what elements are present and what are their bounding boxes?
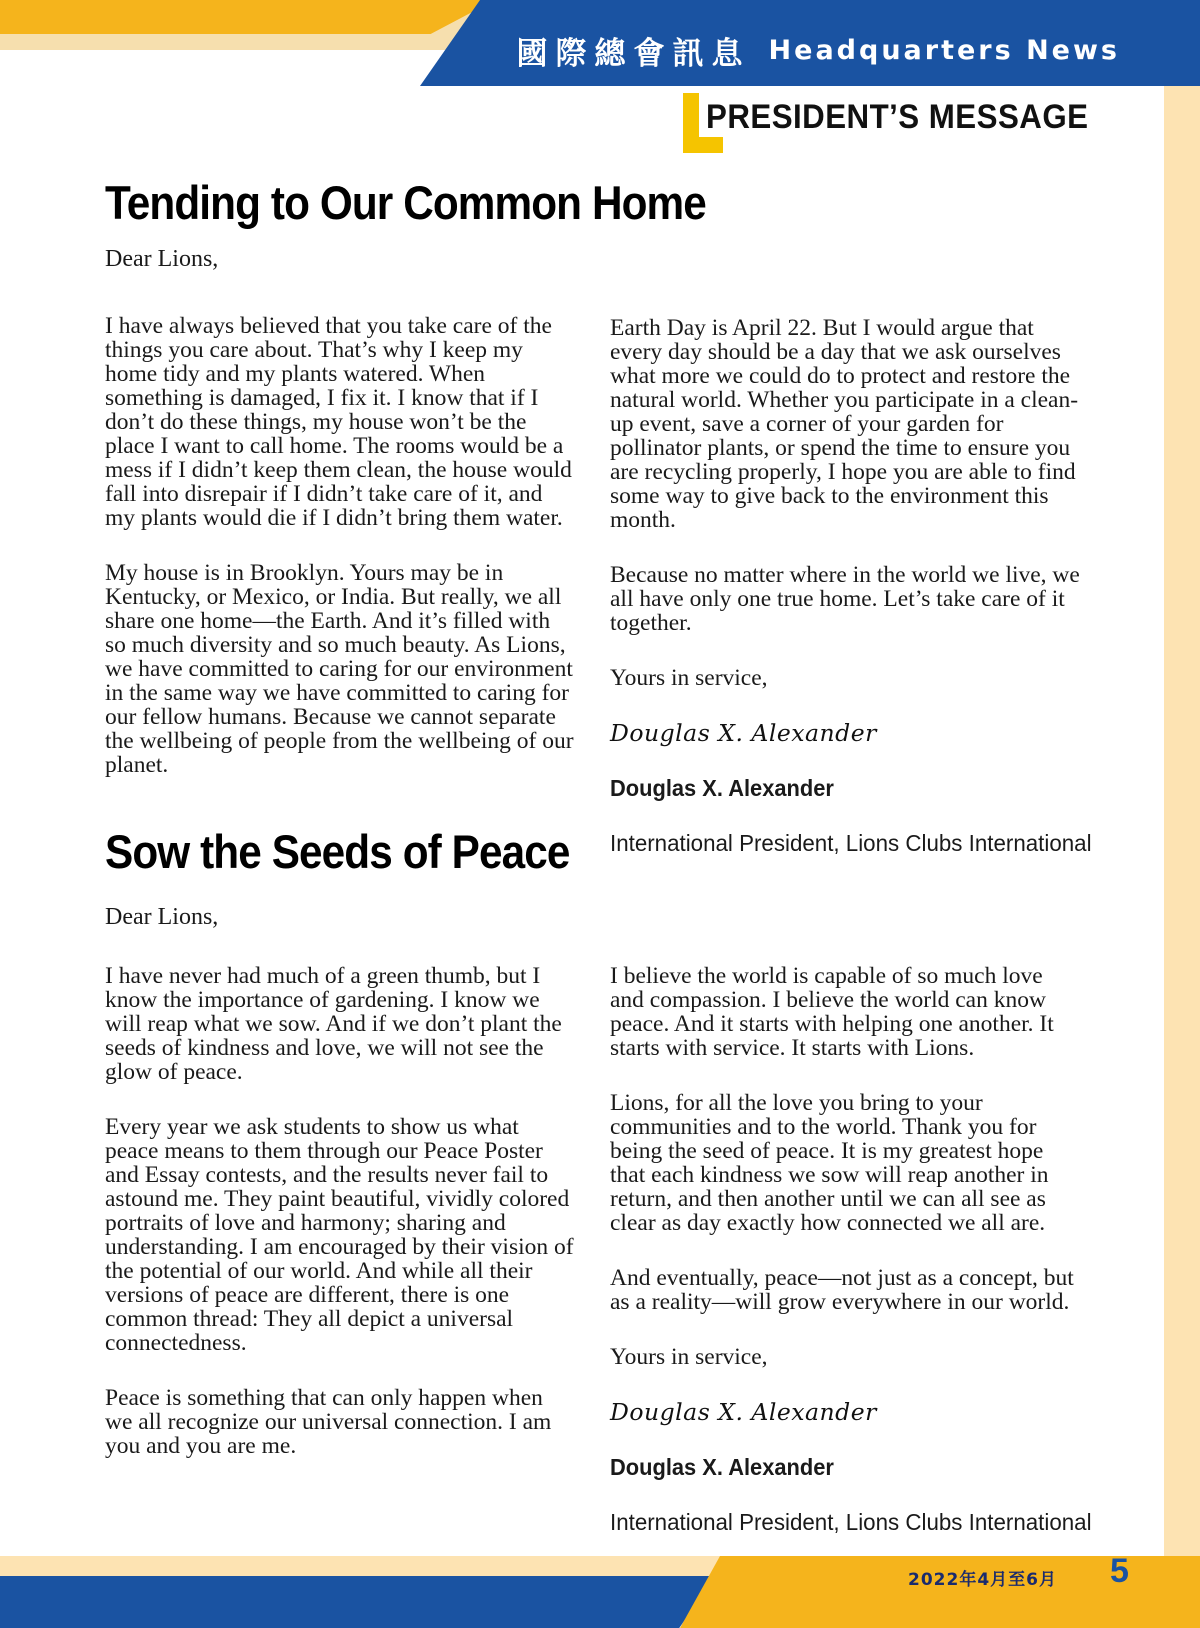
- paragraph: My house is in Brooklyn. Yours may be in Kentucky, or Mexico, or India. But really, we all share one home—the Earth. And it’s filled with so much diversity and so much beauty. As Lions, we have committed to caring for our environment in the same way we have committed to caring for our fellow humans. Because we cannot separate the wellbeing of people from the wellbeing of our planet.: [105, 560, 574, 778]
- issue-date: 2022年4月至6月: [908, 1570, 1057, 1590]
- article1-left-column: [105, 314, 575, 808]
- paragraph: Earth Day is April 22. But I would argue that every day should be a day that we ask ourselves what more we could do to protect and restore the natural world. Whether you participate in a clean-up event, save a corner of your garden for pollinator plants, or spend the time to ensure you are recycling properly, I hope you are able to find some way to give back to the environment this month.: [610, 315, 1079, 533]
- signer-name: Douglas X. Alexander: [610, 775, 834, 801]
- article2-left-column: [105, 964, 575, 1489]
- article-title: Tending to Our Common Home: [105, 176, 706, 229]
- salutation: Dear Lions,: [105, 246, 219, 272]
- salutation: Dear Lions,: [105, 904, 219, 930]
- article2-right-column: [610, 963, 1092, 1565]
- paragraph: I have always believed that you take care of the things you care about. That’s why I keep my home tidy and my plants watered. When something is damaged, I fix it. I know that if I don’t do these things, my house won’t be the place I want to call home. The rooms would be a mess if I didn’t keep them clean, the house would fall into disrepair if I didn’t take care of it, and my plants would die if I didn’t bring them water.: [105, 313, 572, 531]
- signer-name: Douglas X. Alexander: [610, 1454, 834, 1480]
- paragraph: Every year we ask students to show us what peace means to them through our Peace Poster and Essay contests, and the results never fail to astound me. They paint beautiful, vividly colored portraits of love and harmony; sharing and understanding. I am encouraged by their vision of the potential of our world. And while all their versions of peace are different, there is one common thread: They all depict a universal connectedness.: [105, 1114, 574, 1356]
- header-yellow-band: [0, 0, 495, 34]
- page-number: 5: [1110, 1552, 1129, 1590]
- signature: Douglas X. Alexander: [610, 719, 877, 747]
- header-english-title: Headquarters News: [768, 34, 1120, 66]
- header-chinese-title: 國際總會訊息: [516, 35, 751, 72]
- footer-blue-band: [0, 1576, 715, 1628]
- article-title: Sow the Seeds of Peace: [105, 825, 570, 878]
- signature: Douglas X. Alexander: [610, 1398, 877, 1426]
- article1-right-column: [610, 315, 1092, 886]
- signer-role: International President, Lions Clubs International: [610, 1509, 1092, 1535]
- paragraph: I believe the world is capable of so much love and compassion. I believe the world can know peace. And it starts with helping one another. It starts with service. It starts with Lions.: [610, 963, 1054, 1061]
- paragraph: Lions, for all the love you bring to your communities and to the world. Thank you for being the seed of peace. It is my greatest hope that each kindness we sow will reap another in return, and then another until we can all see as clear as day exactly how connected we all are.: [610, 1090, 1049, 1236]
- section-label: PRESIDENT’S MESSAGE: [706, 98, 1089, 136]
- paragraph: Peace is something that can only happen when we all recognize our universal connection. I am you and you are me.: [105, 1385, 552, 1459]
- signer-role: International President, Lions Clubs International: [610, 830, 1092, 856]
- closing: Yours in service,: [610, 665, 768, 691]
- header-title: [517, 30, 1120, 70]
- paragraph: Because no matter where in the world we live, we all have only one true home. Let’s take care of it together.: [610, 562, 1080, 636]
- paragraph: I have never had much of a green thumb, but I know the importance of gardening. I know we will reap what we sow. And if we don’t plant the seeds of kindness and love, we will not see the glow of peace.: [105, 963, 562, 1085]
- closing: Yours in service,: [610, 1344, 768, 1370]
- right-side-stripe: [1164, 86, 1200, 1556]
- paragraph: And eventually, peace—not just as a concept, but as a reality—will grow everywhere in our world.: [610, 1265, 1074, 1315]
